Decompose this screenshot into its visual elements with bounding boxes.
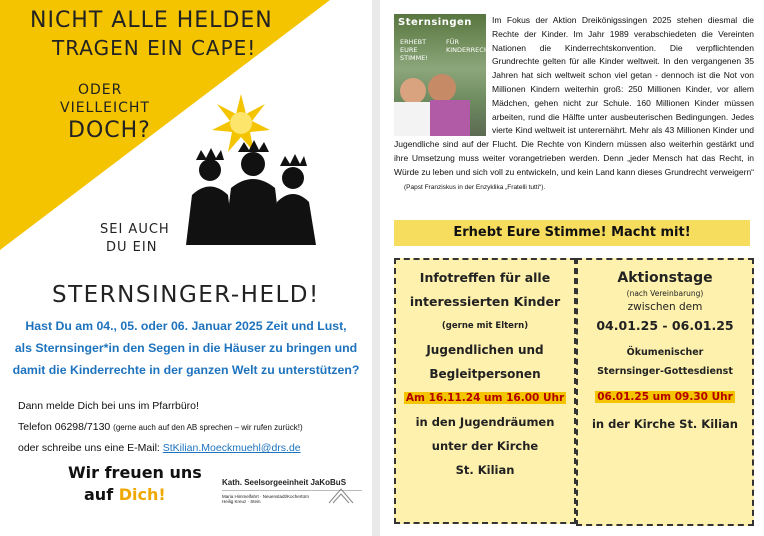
- card2-subtitle: (nach Vereinbarung): [626, 289, 704, 298]
- card2-dates: 04.01.25 - 06.01.25: [596, 318, 734, 333]
- headline-line2: TRAGEN EIN CAPE!: [52, 36, 257, 60]
- invitation-line2: als Sternsinger*in den Segen in die Häuser zu bringen und: [14, 341, 358, 355]
- email-link[interactable]: StKilian.Moeckmuehl@drs.de: [162, 442, 301, 454]
- invitation-line3: damit die Kinderrechte in der ganzen Welt zu unterstützen?: [12, 363, 360, 377]
- invitation-line1: Hast Du am 04., 05. oder 06. Januar 2025 Zeit und Lust,: [25, 319, 347, 333]
- card2-oek1: Ökumenischer: [626, 347, 704, 358]
- card2-place: in der Kirche St. Kilian: [591, 417, 738, 431]
- card1-line3: (gerne mit Eltern): [441, 321, 529, 331]
- card2-time: 06.01.25 um 09.30 Uhr: [597, 391, 733, 403]
- flyer-back-page: [380, 0, 764, 536]
- article-body: [394, 14, 754, 194]
- joy-text: [68, 462, 202, 506]
- phone-number: Telefon 06298/7130: [18, 421, 111, 433]
- article-text: Im Fokus der Aktion Dreikönigssingen 2025 stehen diesmal die Rechte der Kinder. Im Jahr 1989 verabschiedeten die Vereinten Nationen die Kinderrechtskonvention. Die verpflichtenden Grundrechte gelten für alle Kinder weltweit. In den vergangenen 35 Jahren hat sich weltweit schon viel getan - dennoch ist die Not von Millionen Kindern weiterhin groß: 250 Millionen Kinder, vor allem Mädchen, gehen nicht zur Schule. 160 Millionen Kinder müssen arbeiten, rund die Hälfte unter ausbeuterischen Bedingungen. Jedes vierte Kind weltweit ist unterernährt. Mehr als 43 Millionen Kinder und Jugendliche sind auf der Flucht. Die Rechte von Kindern müssen also weiterhin gestärkt und ihre Umsetzung muss weiter vorangetrieben werden. Denn „jeder Mensch hat das Recht, in Würde zu leben und sich voll zu entwickeln, und kein Land kann dieses Grundrecht verweigern“: [394, 15, 754, 177]
- headline-line1: NICHT ALLE HELDEN: [30, 8, 273, 33]
- contact-block: [18, 396, 303, 459]
- card1-line6: in den Jugendräumen: [415, 415, 555, 429]
- oder-line1: ODER: [78, 82, 123, 98]
- held-title: STERNSINGER-HELD!: [52, 282, 320, 308]
- org-sub2: Heilig Kreuz · Stein: [222, 499, 261, 504]
- contact-line: Dann melde Dich bei uns im Pfarrbüro!: [18, 400, 199, 412]
- sei-line1: SEI AUCH: [100, 222, 170, 237]
- photo-title: Sternsingen: [398, 17, 472, 28]
- flyer-front-page: [0, 0, 372, 536]
- joy-line2: [68, 484, 202, 506]
- card1-line4: Jugendlichen und: [426, 343, 544, 357]
- card1-line5: Begleitpersonen: [429, 367, 541, 381]
- oder-line3: DOCH?: [68, 118, 151, 143]
- church-roof-icon: [328, 486, 354, 504]
- email-prefix: oder schreibe uns eine E-Mail:: [18, 442, 160, 454]
- card1-line7: unter der Kirche: [431, 439, 539, 453]
- oder-line2: VIELLEICHT: [60, 100, 150, 116]
- info-meeting-card: [394, 258, 576, 524]
- sei-line2: DU EIN: [106, 240, 158, 255]
- card2-oek2: Sternsinger-Gottesdienst: [597, 366, 733, 377]
- card2-title: Aktionstage: [617, 270, 713, 286]
- card1-line8: St. Kilian: [455, 463, 515, 477]
- photo-sign-left: ERHEBT EURE STIMME!: [400, 38, 428, 62]
- joy-line1: Wir freuen uns: [68, 463, 202, 482]
- call-to-action-banner: Erhebt Eure Stimme! Macht mit!: [394, 220, 750, 246]
- card1-line2: interessierten Kinder: [409, 294, 561, 309]
- phone-note: (gerne auch auf den AB sprechen – wir rufen zurück!): [113, 423, 303, 432]
- joy-dich: Dich!: [118, 485, 166, 504]
- invitation-text: [0, 315, 372, 381]
- photo-sign-right: FÜR KINDERRECHTE: [446, 38, 497, 54]
- org-name: Kath. Seelsorgeeinheit JaKoBuS: [222, 478, 362, 491]
- action-days-card: [576, 258, 754, 526]
- three-kings-silhouette-icon: [176, 140, 326, 245]
- email-line: [18, 438, 303, 459]
- card1-date: Am 16.11.24 um 16.00 Uhr: [405, 392, 565, 404]
- quote-source: (Papst Franziskus in der Enzyklika „Fratelli tutti“).: [404, 183, 546, 191]
- card1-line1: Infotreffen für alle: [419, 270, 551, 285]
- joy-prefix: auf: [84, 485, 114, 504]
- phone-line: [18, 417, 303, 438]
- photo-float-spacer: [394, 14, 497, 138]
- card2-zwischen: zwischen dem: [627, 301, 703, 313]
- org-sub1: Maria Himmelfahrt · Neuenstadt/Kochertürn: [222, 494, 310, 499]
